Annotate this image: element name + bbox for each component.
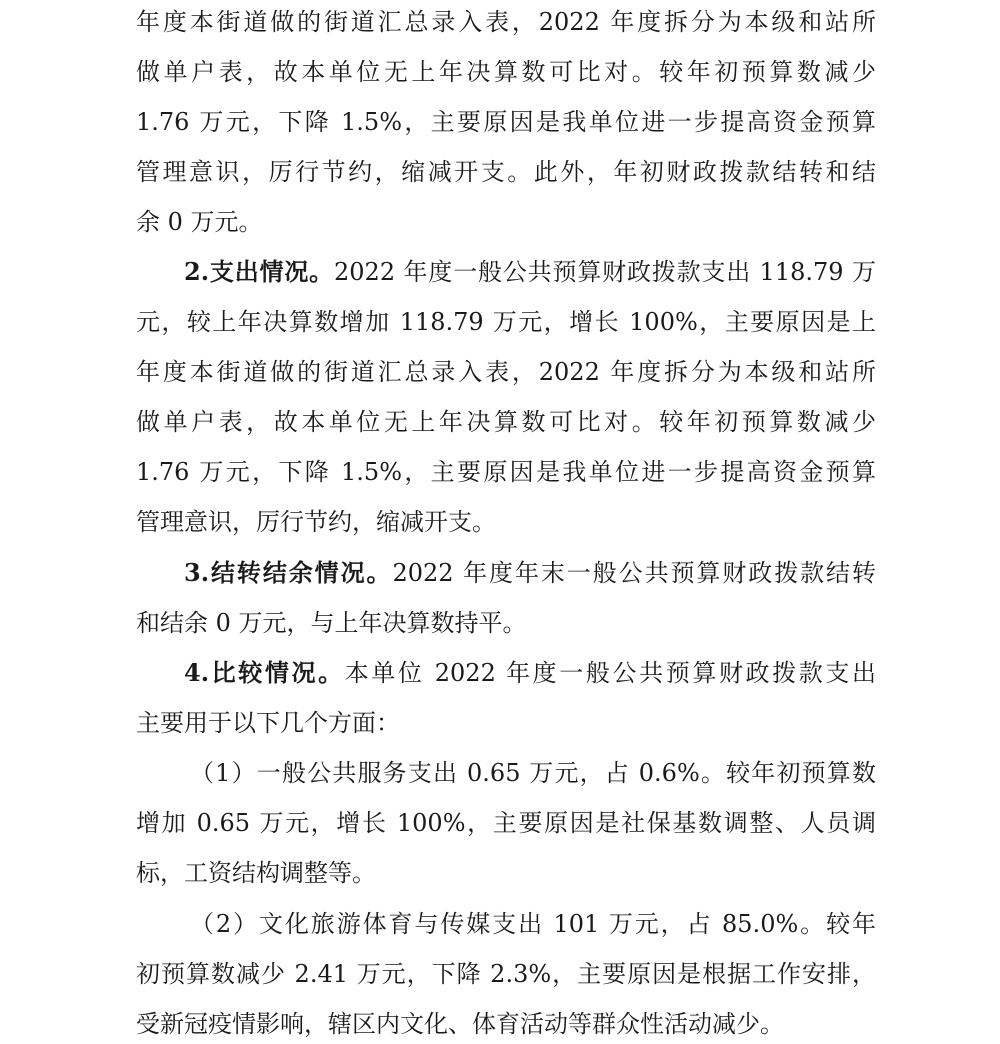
text-line: 年度本街道做的街道汇总录入表，2022 年度拆分为本级和站所 bbox=[136, 358, 876, 386]
section-first-line bbox=[184, 553, 876, 593]
text-run: 本单位 2022 年度一般公共预算财政拨款支出 bbox=[344, 659, 876, 687]
section-first-line bbox=[184, 653, 876, 693]
text-line: 余 0 万元。 bbox=[136, 208, 263, 236]
text-run: 2022 年度年末一般公共预算财政拨款结转 bbox=[392, 559, 876, 587]
text-line: 元，较上年决算数增加 118.79 万元，增长 100%，主要原因是上 bbox=[136, 308, 876, 336]
section-heading-expenditure: 2.支出情况。 bbox=[184, 257, 335, 286]
text-line: 受新冠疫情影响，辖区内文化、体育活动等群众性活动减少。 bbox=[136, 1010, 784, 1038]
text-line: 主要用于以下几个方面： bbox=[136, 709, 400, 737]
section-heading-carryover: 3.结转结余情况。 bbox=[184, 558, 393, 587]
text-line: 管理意识，厉行节约，缩减开支。此外，年初财政拨款结转和结 bbox=[136, 158, 876, 186]
list-item-line: （2）文化旅游体育与传媒支出 101 万元，占 85.0%。较年 bbox=[190, 910, 876, 938]
text-line: 初预算数减少 2.41 万元，下降 2.3%，主要原因是根据工作安排， bbox=[136, 960, 876, 988]
list-item-line: （1）一般公共服务支出 0.65 万元，占 0.6%。较年初预算数 bbox=[190, 759, 876, 787]
text-line: 做单户表，故本单位无上年决算数可比对。较年初预算数减少 bbox=[136, 58, 876, 86]
text-line: 1.76 万元，下降 1.5%，主要原因是我单位进一步提高资金预算 bbox=[136, 458, 876, 486]
text-line: 年度本街道做的街道汇总录入表，2022 年度拆分为本级和站所 bbox=[136, 8, 876, 36]
text-line: 增加 0.65 万元，增长 100%，主要原因是社保基数调整、人员调 bbox=[136, 809, 876, 837]
text-line: 标，工资结构调整等。 bbox=[136, 859, 376, 887]
section-heading-comparison: 4.比较情况。 bbox=[184, 658, 345, 687]
text-line: 和结余 0 万元，与上年决算数持平。 bbox=[136, 609, 527, 637]
text-line: 1.76 万元，下降 1.5%，主要原因是我单位进一步提高资金预算 bbox=[136, 108, 876, 136]
section-first-line bbox=[184, 252, 876, 292]
text-line: 做单户表，故本单位无上年决算数可比对。较年初预算数减少 bbox=[136, 408, 876, 436]
text-line: 管理意识，厉行节约，缩减开支。 bbox=[136, 508, 496, 536]
text-run: 2022 年度一般公共预算财政拨款支出 118.79 万 bbox=[334, 258, 876, 286]
